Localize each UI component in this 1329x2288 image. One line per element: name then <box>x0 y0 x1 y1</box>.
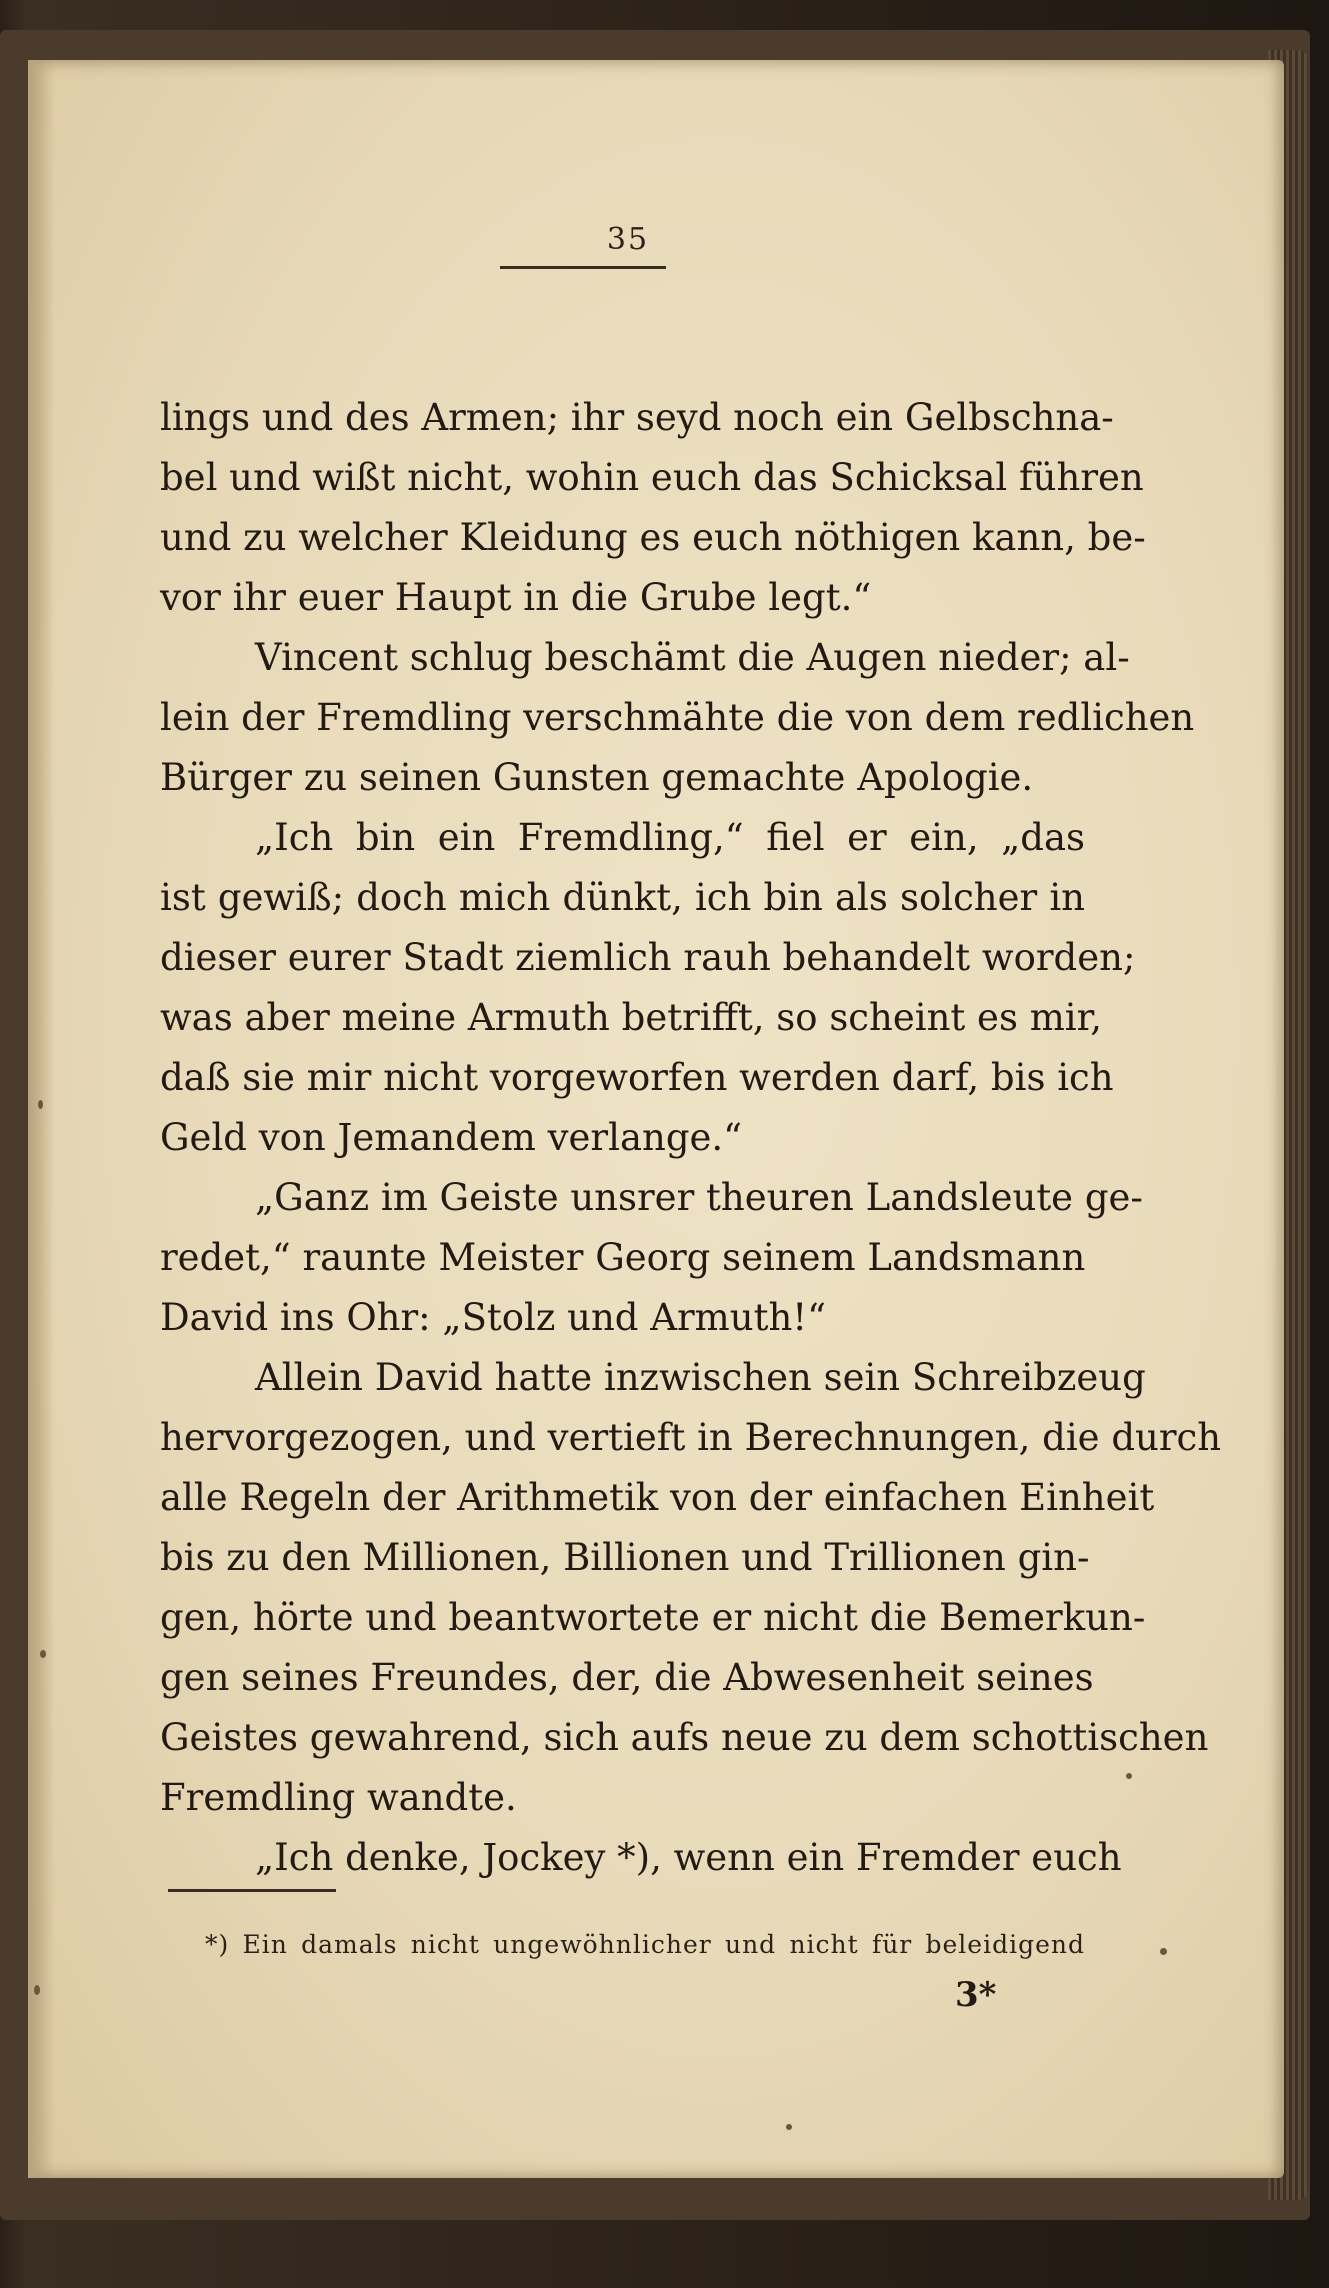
text-line: „Ich bin ein Fremdling,“ fiel er ein, „das <box>255 816 1085 859</box>
text-line: bel und wißt nicht, wohin euch das Schicksal führen <box>160 456 1144 499</box>
text-line: vor ihr euer Haupt in die Grube legt.“ <box>160 576 872 619</box>
text-line: alle Regeln der Arithmetik von der einfachen Einheit <box>160 1476 1155 1519</box>
text-line: bis zu den Millionen, Billionen und Trillionen gin- <box>160 1536 1090 1579</box>
signature-mark: 3* <box>955 1975 997 2015</box>
text-line: gen, hörte und beantwortete er nicht die Bemerkun- <box>160 1596 1146 1639</box>
text-line: gen seines Freundes, der, die Abwesenheit seines <box>160 1656 1094 1699</box>
page-number: 35 <box>606 222 650 257</box>
text-line: redet,“ raunte Meister Georg seinem Landsmann <box>160 1236 1086 1279</box>
paper-speck <box>38 1100 43 1109</box>
header-rule <box>500 266 666 269</box>
paper-speck <box>40 1650 46 1658</box>
text-line: und zu welcher Kleidung es euch nöthigen kann, be- <box>160 516 1146 559</box>
text-line: was aber meine Armuth betrifft, so scheint es mir, <box>160 996 1103 1039</box>
text-line: hervorgezogen, und vertieft in Berechnungen, die durch <box>160 1416 1222 1459</box>
page-gutter <box>28 60 54 2178</box>
text-line: „Ich denke, Jockey *), wenn ein Fremder euch <box>255 1836 1122 1879</box>
body-text <box>160 388 1222 1888</box>
text-line: „Ganz im Geiste unsrer theuren Landsleute ge- <box>255 1176 1143 1219</box>
text-line: Fremdling wandte. <box>160 1776 517 1819</box>
text-line: Allein David hatte inzwischen sein Schreibzeug <box>255 1356 1146 1399</box>
text-line: Geistes gewahrend, sich aufs neue zu dem schottischen <box>160 1716 1209 1759</box>
text-line: daß sie mir nicht vorgeworfen werden darf, bis ich <box>160 1056 1114 1099</box>
text-line: lings und des Armen; ihr seyd noch ein Gelbschna- <box>160 396 1114 439</box>
text-line: ist gewiß; doch mich dünkt, ich bin als solcher in <box>160 876 1085 919</box>
paper-speck <box>1160 1948 1167 1955</box>
paper-speck <box>34 1985 40 1995</box>
paper-speck <box>1126 1773 1132 1779</box>
text-line: David ins Ohr: „Stolz und Armuth!“ <box>160 1296 827 1339</box>
footnote: *) Ein damals nicht ungewöhnlicher und nicht für beleidigend <box>205 1930 1085 1959</box>
paper-speck <box>786 2124 792 2130</box>
text-line: Bürger zu seinen Gunsten gemachte Apologie. <box>160 756 1034 799</box>
footnote-rule <box>168 1889 336 1892</box>
text-line: lein der Fremdling verschmähte die von dem redlichen <box>160 696 1195 739</box>
text-line: Vincent schlug beschämt die Augen nieder; al- <box>255 636 1130 679</box>
text-line: Geld von Jemandem verlange.“ <box>160 1116 743 1159</box>
text-line: dieser eurer Stadt ziemlich rauh behandelt worden; <box>160 936 1136 979</box>
